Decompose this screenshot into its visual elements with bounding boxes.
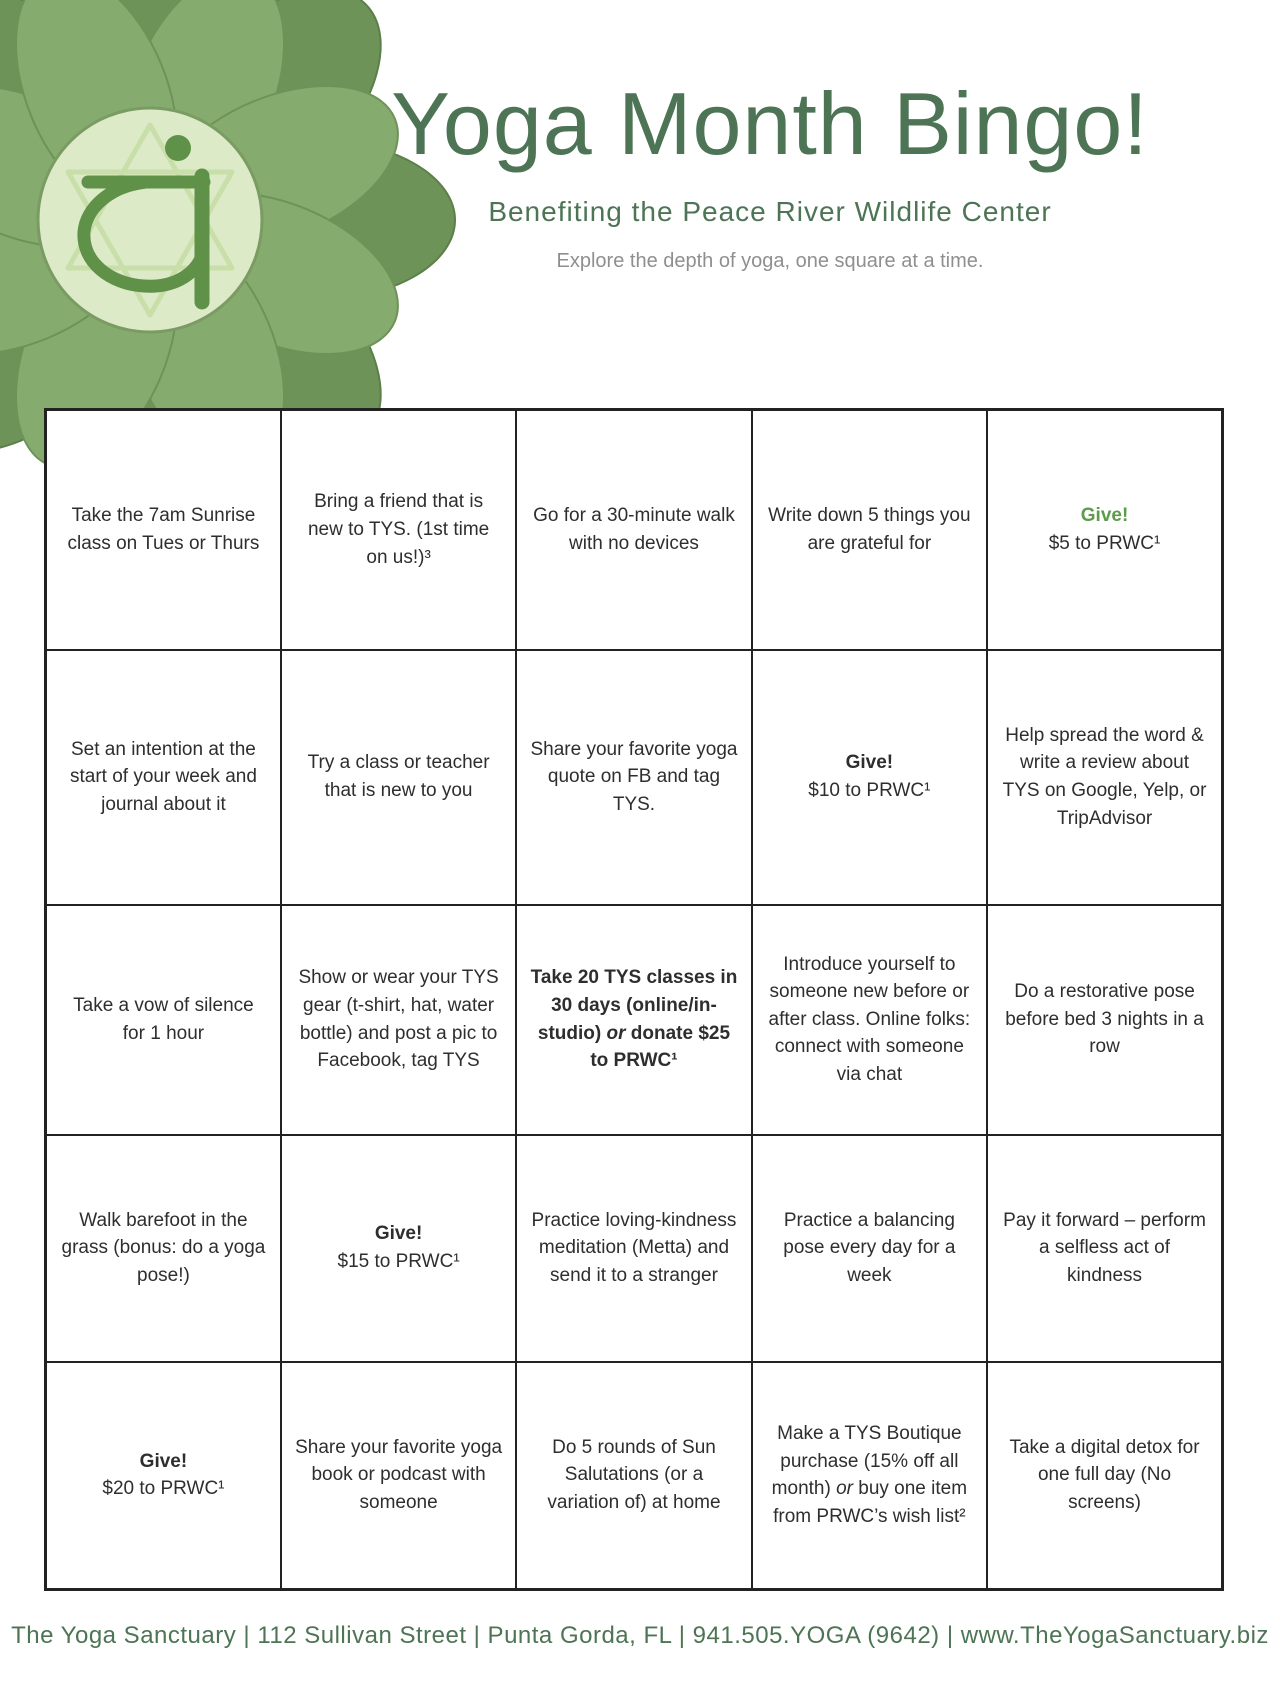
bingo-cell: Introduce yourself to someone new before or after class. Online folks: connect with someone via chat [752, 905, 987, 1135]
bingo-row [46, 1362, 1223, 1590]
bingo-cell: Do a restorative pose before bed 3 nights in a row [987, 905, 1222, 1135]
bingo-cell: Help spread the word & write a review about TYS on Google, Yelp, or TripAdvisor [987, 650, 1222, 905]
bingo-cell: Set an intention at the start of your week and journal about it [46, 650, 281, 905]
give-heading: Give! [374, 1223, 423, 1245]
bingo-cell-give: Give! $10 to PRWC¹ [752, 650, 987, 905]
bingo-cell: Write down 5 things you are grateful for [752, 410, 987, 650]
bingo-cell: Practice a balancing pose every day for a week [752, 1135, 987, 1362]
bingo-cell: Do 5 rounds of Sun Salutations (or a variation of) at home [516, 1362, 751, 1590]
bingo-row [46, 1135, 1223, 1362]
bingo-cell: Take a vow of silence for 1 hour [46, 905, 281, 1135]
bingo-row [46, 905, 1223, 1135]
bingo-cell: Pay it forward – perform a selfless act of kindness [987, 1135, 1222, 1362]
give-heading: Give! [1080, 505, 1129, 527]
bingo-row [46, 650, 1223, 905]
bingo-cell: Bring a friend that is new to TYS. (1st time on us!)³ [281, 410, 516, 650]
bingo-cell: Take a digital detox for one full day (No screens) [987, 1362, 1222, 1590]
bingo-cell: Share your favorite yoga book or podcast with someone [281, 1362, 516, 1590]
bingo-cell: Take the 7am Sunrise class on Tues or Thurs [46, 410, 281, 650]
bingo-cell-give: Give! $5 to PRWC¹ [987, 410, 1222, 650]
bingo-cell: Go for a 30-minute walk with no devices [516, 410, 751, 650]
bingo-cell: Practice loving-kindness meditation (Metta) and send it to a stranger [516, 1135, 751, 1362]
footer-contact-line: The Yoga Sanctuary | 112 Sullivan Street | Punta Gorda, FL | 941.505.YOGA (9642) | www.TheYogaSanctuary.biz [11, 1622, 1269, 1649]
bingo-cell: Show or wear your TYS gear (t-shirt, hat, water bottle) and post a pic to Facebook, tag TYS [281, 905, 516, 1135]
bingo-cell: Try a class or teacher that is new to you [281, 650, 516, 905]
bingo-cell: Make a TYS Boutique purchase (15% off all month) or buy one item from PRWC’s wish list² [752, 1362, 987, 1590]
give-heading: Give! [139, 1450, 188, 1472]
bingo-cell: Walk barefoot in the grass (bonus: do a yoga pose!) [46, 1135, 281, 1362]
header [340, 74, 1200, 273]
page-title: Yoga Month Bingo! [391, 74, 1149, 173]
page-subtitle: Benefiting the Peace River Wildlife Center [488, 196, 1052, 228]
chakra-circle [38, 108, 262, 332]
tagline: Explore the depth of yoga, one square at a time. [556, 250, 984, 273]
give-heading: Give! [845, 752, 894, 774]
bingo-cell-give: Give! $20 to PRWC¹ [46, 1362, 281, 1590]
bingo-cell-give: Give! $15 to PRWC¹ [281, 1135, 516, 1362]
bingo-cell: Share your favorite yoga quote on FB and tag TYS. [516, 650, 751, 905]
bingo-row [46, 410, 1223, 650]
bingo-cell-center: Take 20 TYS classes in 30 days (online/in-studio) or donate $25 to PRWC¹ [516, 905, 751, 1135]
bingo-grid [44, 408, 1224, 1591]
